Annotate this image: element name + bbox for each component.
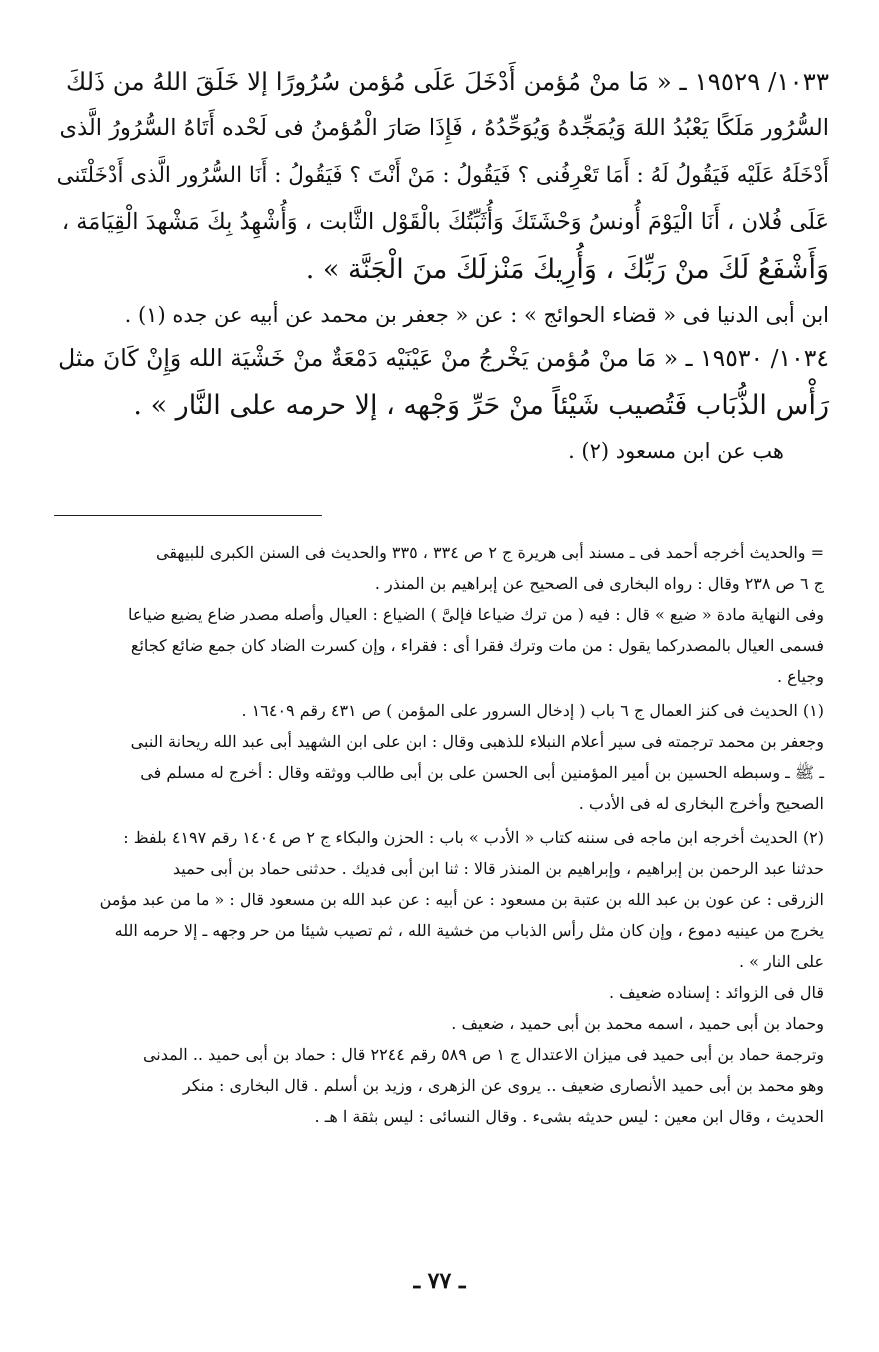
footnote-2-line: يخرج من عينيه دموع ، وإن كان مثل رأس الذباب من خشية الله ، ثم تصيب شيئا من حر وجهه ـ إلا حرمه الله bbox=[114, 921, 824, 940]
footnote-1-line: ـ ﷺ ـ وسبطه الحسين بن أمير المؤمنين أبى الحسن على بن أبى طالب ووثقه وقال : أخرج له مسلم فى bbox=[140, 763, 824, 782]
hadith-1034-source: هب عن ابن مسعود (٢) . bbox=[568, 439, 784, 463]
footnote-1-line: الصحيح وأخرج البخارى له فى الأدب . bbox=[578, 794, 824, 813]
footnote-line: = والحديث أخرجه أحمد فى ـ مسند أبى هريرة ج ٢ ص ٣٣٤ ، ٣٣٥ والحديث فى السنن الكبرى للبيهقى bbox=[156, 543, 824, 562]
footnote-2-line: وحماد بن أبى حميد ، اسمه محمد بن أبى حميد ، ضعيف . bbox=[451, 1014, 824, 1033]
footnote-2-line: قال فى الزوائد : إسناده ضعيف . bbox=[608, 983, 824, 1002]
hadith-1033-line: وَأَشْفَعُ لَكَ منْ رَبِّكَ ، وَأُرِيكَ مَنْزلَكَ منَ الْجَنَّة » . bbox=[305, 254, 829, 285]
footnote-2-line: الحديث ، وقال ابن معين : ليس حديثه بشىء . وقال النسائى : ليس بثقة ا هـ . bbox=[314, 1107, 824, 1126]
footnote-2-line: الزرقى : عن عون بن عبد الله بن عتبة بن مسعود : عن أبيه : عن عبد الله بن مسعود قال : « ما من عبد مؤمن bbox=[99, 890, 824, 909]
hadith-1034-line: رَأْس الذُّبَاب فَتُصيب شَيْئاً منْ حَرِّ وَجْهه ، إلا حرمه على النَّار » . bbox=[133, 390, 829, 421]
footnote-line: ج ٦ ص ٢٣٨ وقال : رواه البخارى فى الصحيح عن إبراهيم بن المنذر . bbox=[374, 574, 824, 593]
page-number: ـ ٧٧ ـ bbox=[413, 1268, 466, 1294]
hadith-1033-line: عَلَى فُلان ، أَنَا الْيَوْمَ أُونسُ وَحْشَتَكَ وَأُثَبِّتُكَ بالْقَوْل الثَّابت ، وَأُشْهِدُ بِكَ مَشْهدَ الْقِيَامَة ، bbox=[61, 209, 829, 235]
footnote-line: فسمى العيال بالمصدركما يقول : من مات وترك فقرا أى : فقراء ، وإن كسرت الضاد كان جمع ضائع كجائع bbox=[130, 636, 824, 655]
hadith-1033-line: ١٠٣٣/ ١٩٥٢٩ ـ « مَا منْ مُؤمن أَدْخَلَ عَلَى مُؤمن سُرُورًا إلا خَلَقَ اللهُ من ذَلكَ bbox=[65, 67, 829, 96]
footnote-1-line: (١) الحديث فى كنز العمال ج ٦ باب ( إدخال السرور على المؤمن ) ص ٤٣١ رقم ١٦٤٠٩ . bbox=[241, 701, 824, 720]
footnotes bbox=[54, 537, 824, 1132]
footnote-2-line: حدثنا عبد الرحمن بن إبراهيم ، وإبراهيم بن المنذر قالا : ثنا ابن أبى فديك . حدثنى حماد بن أبى حميد bbox=[172, 859, 824, 878]
hadith-1033-line: السُّرُور مَلَكًا يَعْبُدُ اللهَ وَيُمَجِّدهُ وَيُوَحِّدُهُ ، فَإِذَا صَارَ الْمُؤمنُ فى لَحْده أَتَاهُ السُّرُورُ الَّذى bbox=[59, 115, 829, 141]
footnote-divider bbox=[54, 515, 322, 516]
footnote-2-line: وهو محمد بن أبى حميد الأنصارى ضعيف .. يروى عن الزهرى ، وزيد بن أسلم . قال البخارى : منكر bbox=[182, 1076, 824, 1095]
hadith-1034-line: ١٠٣٤/ ١٩٥٣٠ ـ « مَا منْ مُؤمن يَخْرجُ منْ عَيْنَيْه دَمْعَةٌ منْ خَشْيَة الله وَإِنْ كَانَ مثل bbox=[58, 344, 829, 372]
footnote-2-line: وترجمة حماد بن أبى حميد فى ميزان الاعتدال ج ١ ص ٥٨٩ رقم ٢٢٤٤ قال : حماد بن أبى حميد .. المدنى bbox=[142, 1045, 824, 1064]
footnote-line: وفى النهاية مادة « ضيع » قال : فيه ( من ترك ضياعا فإلىَّ ) الضياع : العيال وأصله مصدر ضاع يضيع ضياعا bbox=[127, 605, 824, 624]
hadith-body bbox=[54, 58, 829, 471]
footnote-2-line: (٢) الحديث أخرجه ابن ماجه فى سننه كتاب « الأدب » باب : الحزن والبكاء ج ٢ ص ١٤٠٤ رقم ٤١٩٧ بلفظ : bbox=[123, 828, 824, 847]
hadith-1033-source: ابن أبى الدنيا فى « قضاء الحوائج » : عن « جعفر بن محمد عن أبيه عن جده (١) . bbox=[124, 303, 829, 327]
footnote-1-line: وجعفر بن محمد ترجمته فى سير أعلام النبلاء للذهبى وقال : ابن على ابن الشهيد أبى عبد الله ريحانة النبى bbox=[130, 732, 824, 751]
footnote-2-line: على النار » . bbox=[738, 952, 824, 971]
hadith-1033-line: أَدْخَلَهُ عَلَيْه فَيَقُولُ لَهُ : أَمَا تَعْرِفُنى ؟ فَيَقُولُ : مَنْ أَنْتَ ؟ فَيَقُولُ : أَنَا السُّرُور الَّذى أَدْخَلْتَنى bbox=[56, 163, 829, 188]
footnote-line: وجياع . bbox=[776, 667, 824, 686]
